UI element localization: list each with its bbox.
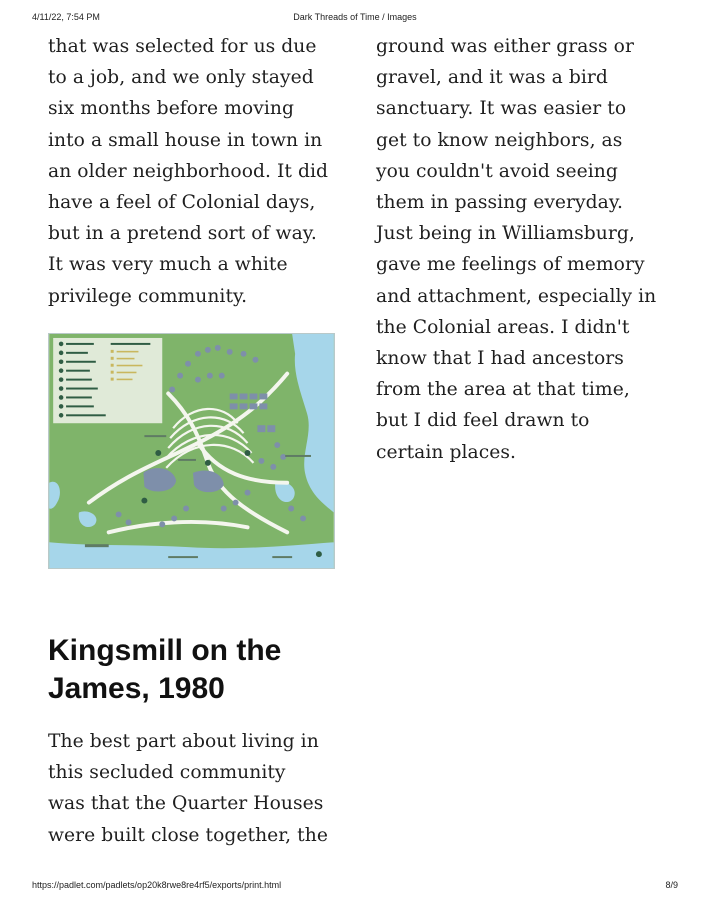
text-line: have a feel of Colonial days, [48, 192, 316, 214]
text-line: but in a pretend sort of way. [48, 223, 317, 245]
text-line: them in passing everyday. [376, 192, 623, 214]
print-datetime: 4/11/22, 7:54 PM [32, 12, 100, 22]
text-line: gravel, and it was a bird [376, 67, 608, 89]
left-paragraph-bottom [48, 726, 348, 851]
heading-line: Kingsmill on the [48, 634, 282, 667]
text-line: get to know neighbors, as [376, 129, 623, 151]
text-line: gave me feelings of memory [376, 254, 645, 276]
text-line: into a small house in town in [48, 129, 323, 151]
print-footer [32, 880, 678, 894]
print-url[interactable]: https://padlet.com/padlets/op20k8rwe8re4rf5/exports/print.html [32, 880, 282, 890]
text-line: It was very much a white [48, 254, 288, 276]
text-line: certain places. [376, 441, 516, 463]
text-line: know that I had ancestors [376, 348, 624, 370]
text-line: six months before moving [48, 98, 294, 120]
right-column [376, 31, 676, 468]
text-line: to a job, and we only stayed [48, 67, 314, 89]
text-line: you couldn't avoid seeing [376, 160, 618, 182]
left-paragraph-top [48, 31, 348, 312]
right-paragraph [376, 31, 676, 468]
text-line: was that the Quarter Houses [48, 793, 324, 815]
heading-line: James, 1980 [48, 672, 225, 705]
text-line: The best part about living in [48, 731, 319, 752]
text-line: sanctuary. It was easier to [376, 98, 627, 120]
text-line: this secluded community [48, 762, 286, 784]
map-illustration [49, 334, 334, 568]
text-line: privilege community. [48, 285, 248, 307]
print-page-title: Dark Threads of Time / Images [293, 12, 417, 22]
print-header [32, 12, 678, 26]
text-line: an older neighborhood. It did [48, 160, 329, 182]
resort-map-image [48, 333, 335, 569]
text-line: and attachment, especially in [376, 285, 657, 307]
left-column-bottom [48, 726, 348, 851]
text-line: the Colonial areas. I didn't [376, 316, 630, 338]
text-line: Just being in Williamsburg, [376, 223, 635, 245]
text-line: that was selected for us due [48, 36, 317, 57]
section-heading [48, 632, 368, 708]
left-column [48, 31, 348, 312]
page-number: 8/9 [665, 880, 678, 890]
text-line: but I did feel drawn to [376, 410, 590, 432]
text-line: ground was either grass or [376, 36, 634, 57]
text-line: were built close together, the [48, 824, 328, 846]
text-line: from the area at that time, [376, 379, 630, 401]
